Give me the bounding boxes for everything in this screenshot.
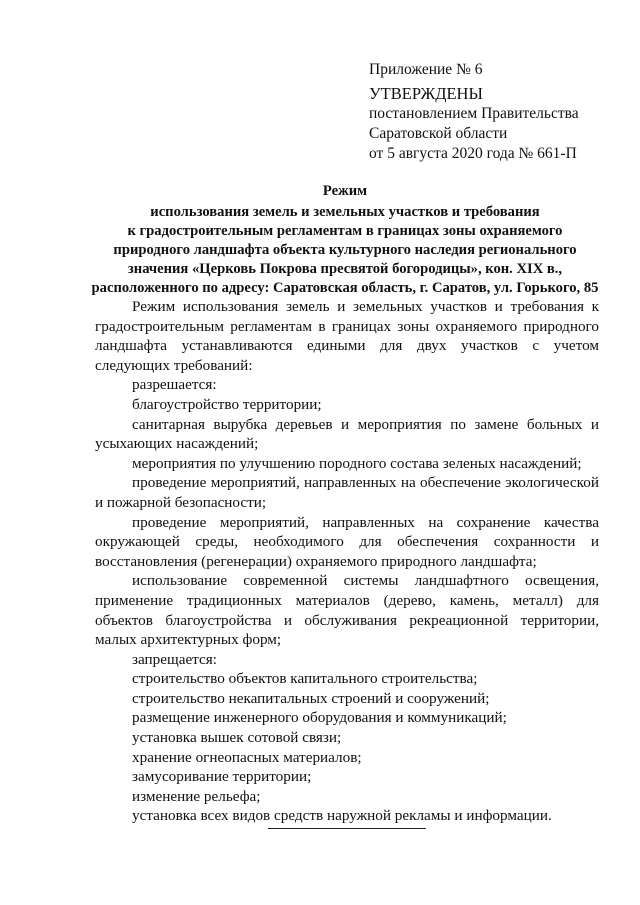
list-item: проведение мероприятий, направленных на сохранение качества окружающей среды, необходимого для обеспечения сохранности и восстановления (регенерации) охраняемого природного ландшафта; xyxy=(95,513,599,570)
list-item: использование современной системы ландшафтного освещения, применение традиционных материалов (дерево, камень, металл) для объектов благоустройства и обслуживания рекреационной территории, малых архитектурных форм; xyxy=(95,572,599,649)
approval-stamp xyxy=(369,60,629,164)
section-heading-allowed: разрешается: xyxy=(132,376,217,394)
list-item: санитарная вырубка деревьев и мероприятия по замене больных и усыхающих насаждений; xyxy=(95,415,599,453)
list-item: установка всех видов средств наружной рекламы и информации. xyxy=(132,807,552,825)
list-item: мероприятия по улучшению породного состава зеленых насаждений; xyxy=(132,454,582,472)
list-item: хранение огнеопасных материалов; xyxy=(132,748,362,766)
list-item: строительство некапитальных строений и сооружений; xyxy=(132,689,490,707)
list-item: строительство объектов капитального строительства; xyxy=(132,670,478,688)
document-body xyxy=(95,297,599,826)
section-heading-prohibited: запрещается: xyxy=(132,650,217,668)
body-paragraph: Режим использования земель и земельных участков и требования к градостроительным регламентам в границах зоны охраняемого природного ландшафта устанавливаются едиными для двух участков с учетом следующих требований: xyxy=(95,298,599,374)
approval-line: от 5 августа 2020 года № 661-П xyxy=(369,145,577,162)
approved-heading: УТВЕРЖДЕНЫ xyxy=(369,84,483,103)
list-item: проведение мероприятий, направленных на обеспечение экологической и пожарной безопасности; xyxy=(95,474,599,511)
list-item: установка вышек сотовой связи; xyxy=(132,729,342,747)
document-title xyxy=(80,182,610,298)
title-line: использования земель и земельных участков и требования xyxy=(150,204,540,220)
list-item: изменение рельефа; xyxy=(132,787,261,805)
title-line: значения «Церковь Покрова пресвятой богородицы», кон. XIX в., xyxy=(127,261,563,277)
list-item: благоустройство территории; xyxy=(132,395,322,413)
title-line: к градостроительным регламентам в границах зоны охраняемого xyxy=(127,223,563,239)
end-separator-line xyxy=(268,828,426,829)
approval-line: Саратовской области xyxy=(369,125,508,142)
title-line: расположенного по адресу: Саратовская область, г. Саратов, ул. Горького, 85 xyxy=(91,280,599,296)
list-item: замусоривание территории; xyxy=(132,768,312,786)
approval-line: постановлением Правительства xyxy=(369,105,579,122)
title-main: Режим xyxy=(322,183,368,199)
annex-number: Приложение № 6 xyxy=(369,61,483,78)
title-line: природного ландшафта объекта культурного наследия регионального xyxy=(113,242,577,258)
list-item: размещение инженерного оборудования и коммуникаций; xyxy=(132,709,507,727)
